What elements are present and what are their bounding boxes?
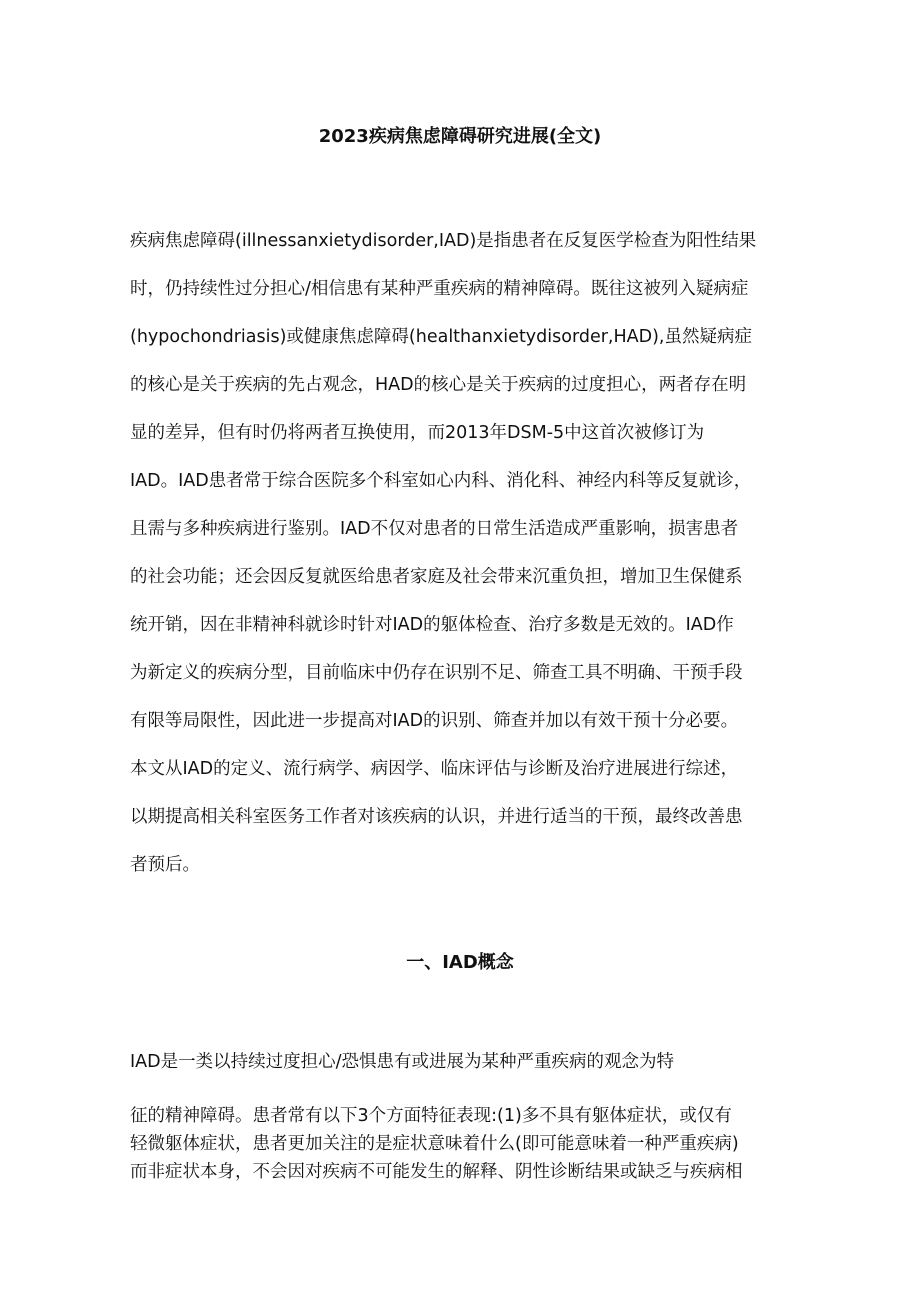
intro-line: 且需与多种疾病进行鉴别。IAD不仅对患者的日常生活造成严重影响，损害患者 — [130, 519, 739, 539]
document-title: 2023疾病焦虑障碍研究进展(全文) — [318, 126, 602, 147]
intro-line: 的核心是关于疾病的先占观念，HAD的核心是关于疾病的过度担心，两者存在明 — [130, 375, 747, 395]
intro-line: 疾病焦虑障碍(illnessanxietydisorder,IAD)是指患者在反复医学检查为阳性结果 — [130, 231, 757, 251]
section1-line: 而非症状本身，不会因对疾病不可能发生的解释、阴性诊断结果或缺乏与疾病相 — [130, 1162, 743, 1182]
intro-line: 有限等局限性，因此进一步提高对IAD的识别、筛查并加以有效干预十分必要。 — [130, 711, 739, 731]
section-heading: 一、IAD概念 — [406, 952, 514, 973]
intro-line: 时，仍持续性过分担心/相信患有某种严重疾病的精神障碍。既往这被列入疑病症 — [130, 279, 749, 299]
intro-line: IAD。IAD患者常于综合医院多个科室如心内科、消化科、神经内科等反复就诊， — [130, 471, 752, 491]
intro-line: 显的差异，但有时仍将两者互换使用，而2013年DSM-5中这首次被修订为 — [130, 423, 705, 443]
intro-line: 本文从IAD的定义、流行病学、病因学、临床评估与诊断及治疗进展进行综述， — [130, 759, 739, 779]
section1-line: 征的精神障碍。患者常有以下3个方面特征表现:(1)多不具有躯体症状，或仅有 — [130, 1106, 732, 1126]
section1-paragraph — [130, 1102, 790, 1186]
intro-line: 统开销，因在非精神科就诊时针对IAD的躯体检查、治疗多数是无效的。IAD作 — [130, 615, 734, 635]
intro-line: (hypochondriasis)或健康焦虑障碍(healthanxietydisorder,HAD),虽然疑病症 — [130, 327, 752, 347]
intro-line: 以期提高相关科室医务工作者对该疾病的认识，并进行适当的干预，最终改善患 — [130, 807, 743, 827]
section1-line: 轻微躯体症状，患者更加关注的是症状意味着什么(即可能意味着一种严重疾病) — [130, 1134, 739, 1154]
intro-line: 的社会功能；还会因反复就医给患者家庭及社会带来沉重负担，增加卫生保健系 — [130, 567, 743, 587]
section1-first-line: IAD是一类以持续过度担心/恐惧患有或进展为某种严重疾病的观念为特 — [130, 1052, 675, 1072]
intro-line: 者预后。 — [130, 855, 200, 875]
intro-line: 为新定义的疾病分型，目前临床中仍存在识别不足、筛查工具不明确、干预手段 — [130, 663, 743, 683]
